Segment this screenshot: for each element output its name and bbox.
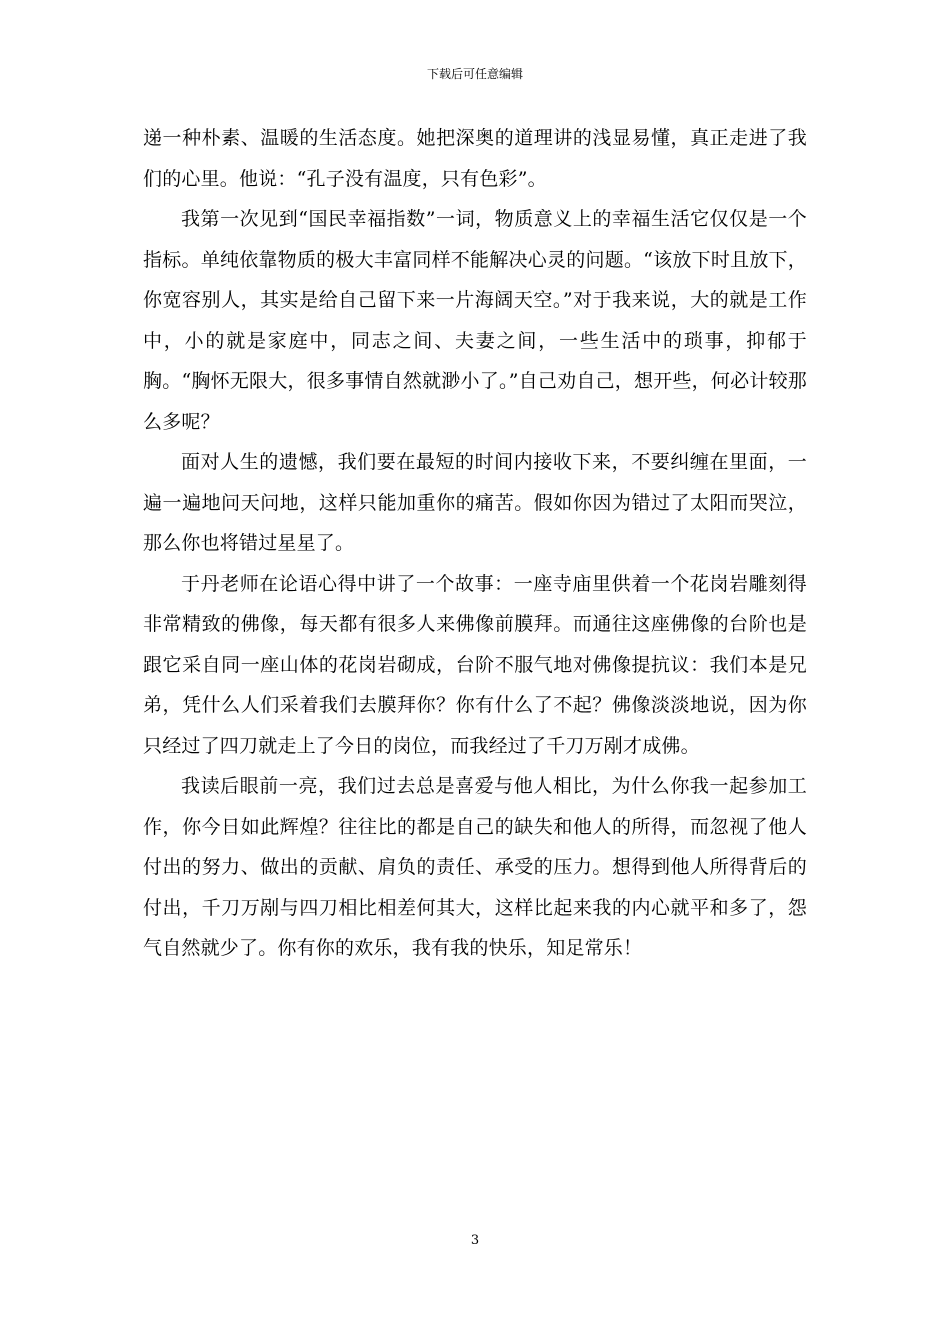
paragraph: 我读后眼前一亮，我们过去总是喜爱与他人相比，为什么你我一起参加工作，你今日如此辉煌？往往比的都是自己的缺失和他人的所得，而忽视了他人付出的努力、做出的贡献、肩负的责任、承受的压力。想得到他人所得背后的付出，千刀万剐与四刀相比相差何其大，这样比起来我的内心就平和多了，怨气自然就少了。你有你的欢乐，我有我的快乐，知足常乐！ — [143, 775, 807, 959]
page-header: 下载后可任意编辑 — [426, 67, 523, 81]
page-number: 3 — [470, 1233, 480, 1248]
paragraph: 于丹老师在论语心得中讲了一个故事：一座寺庙里供着一个花岗岩雕刻得非常精致的佛像，每天都有很多人来佛像前膜拜。而通往这座佛像的台阶也是跟它采自同一座山体的花岗岩砌成，台阶不服气地对佛像提抗议：我们本是兄弟，凭什么人们采着我们去膜拜你？你有什么了不起？佛像淡淡地说，因为你只经过了四刀就走上了今日的岗位，而我经过了千刀万剐才成佛。 — [143, 572, 807, 757]
paragraph-continued: 递一种朴素、温暖的生活态度。她把深奥的道理讲的浅显易懂，真正走进了我们的心里。他说：“孔子没有温度，只有色彩”。 — [143, 127, 807, 190]
paragraph: 我第一次见到“国民幸福指数”一词，物质意义上的幸福生活它仅仅是一个指标。单纯依靠物质的极大丰富同样不能解决心灵的问题。“该放下时且放下，你宽容别人，其实是给自己留下来一片海阔天空。”对于我来说，大的就是工作中，小的就是家庭中，同志之间、夫妻之间，一些生活中的琐事，抑郁于胸。“胸怀无限大，很多事情自然就渺小了。”自己劝自己，想开些，何必计较那么多呢？ — [143, 208, 807, 433]
paragraph: 面对人生的遗憾，我们要在最短的时间内接收下来，不要纠缠在里面，一遍一遍地问天问地，这样只能加重你的痛苦。假如你因为错过了太阳而哭泣，那么你也将错过星星了。 — [143, 451, 807, 554]
page-body — [143, 118, 807, 969]
